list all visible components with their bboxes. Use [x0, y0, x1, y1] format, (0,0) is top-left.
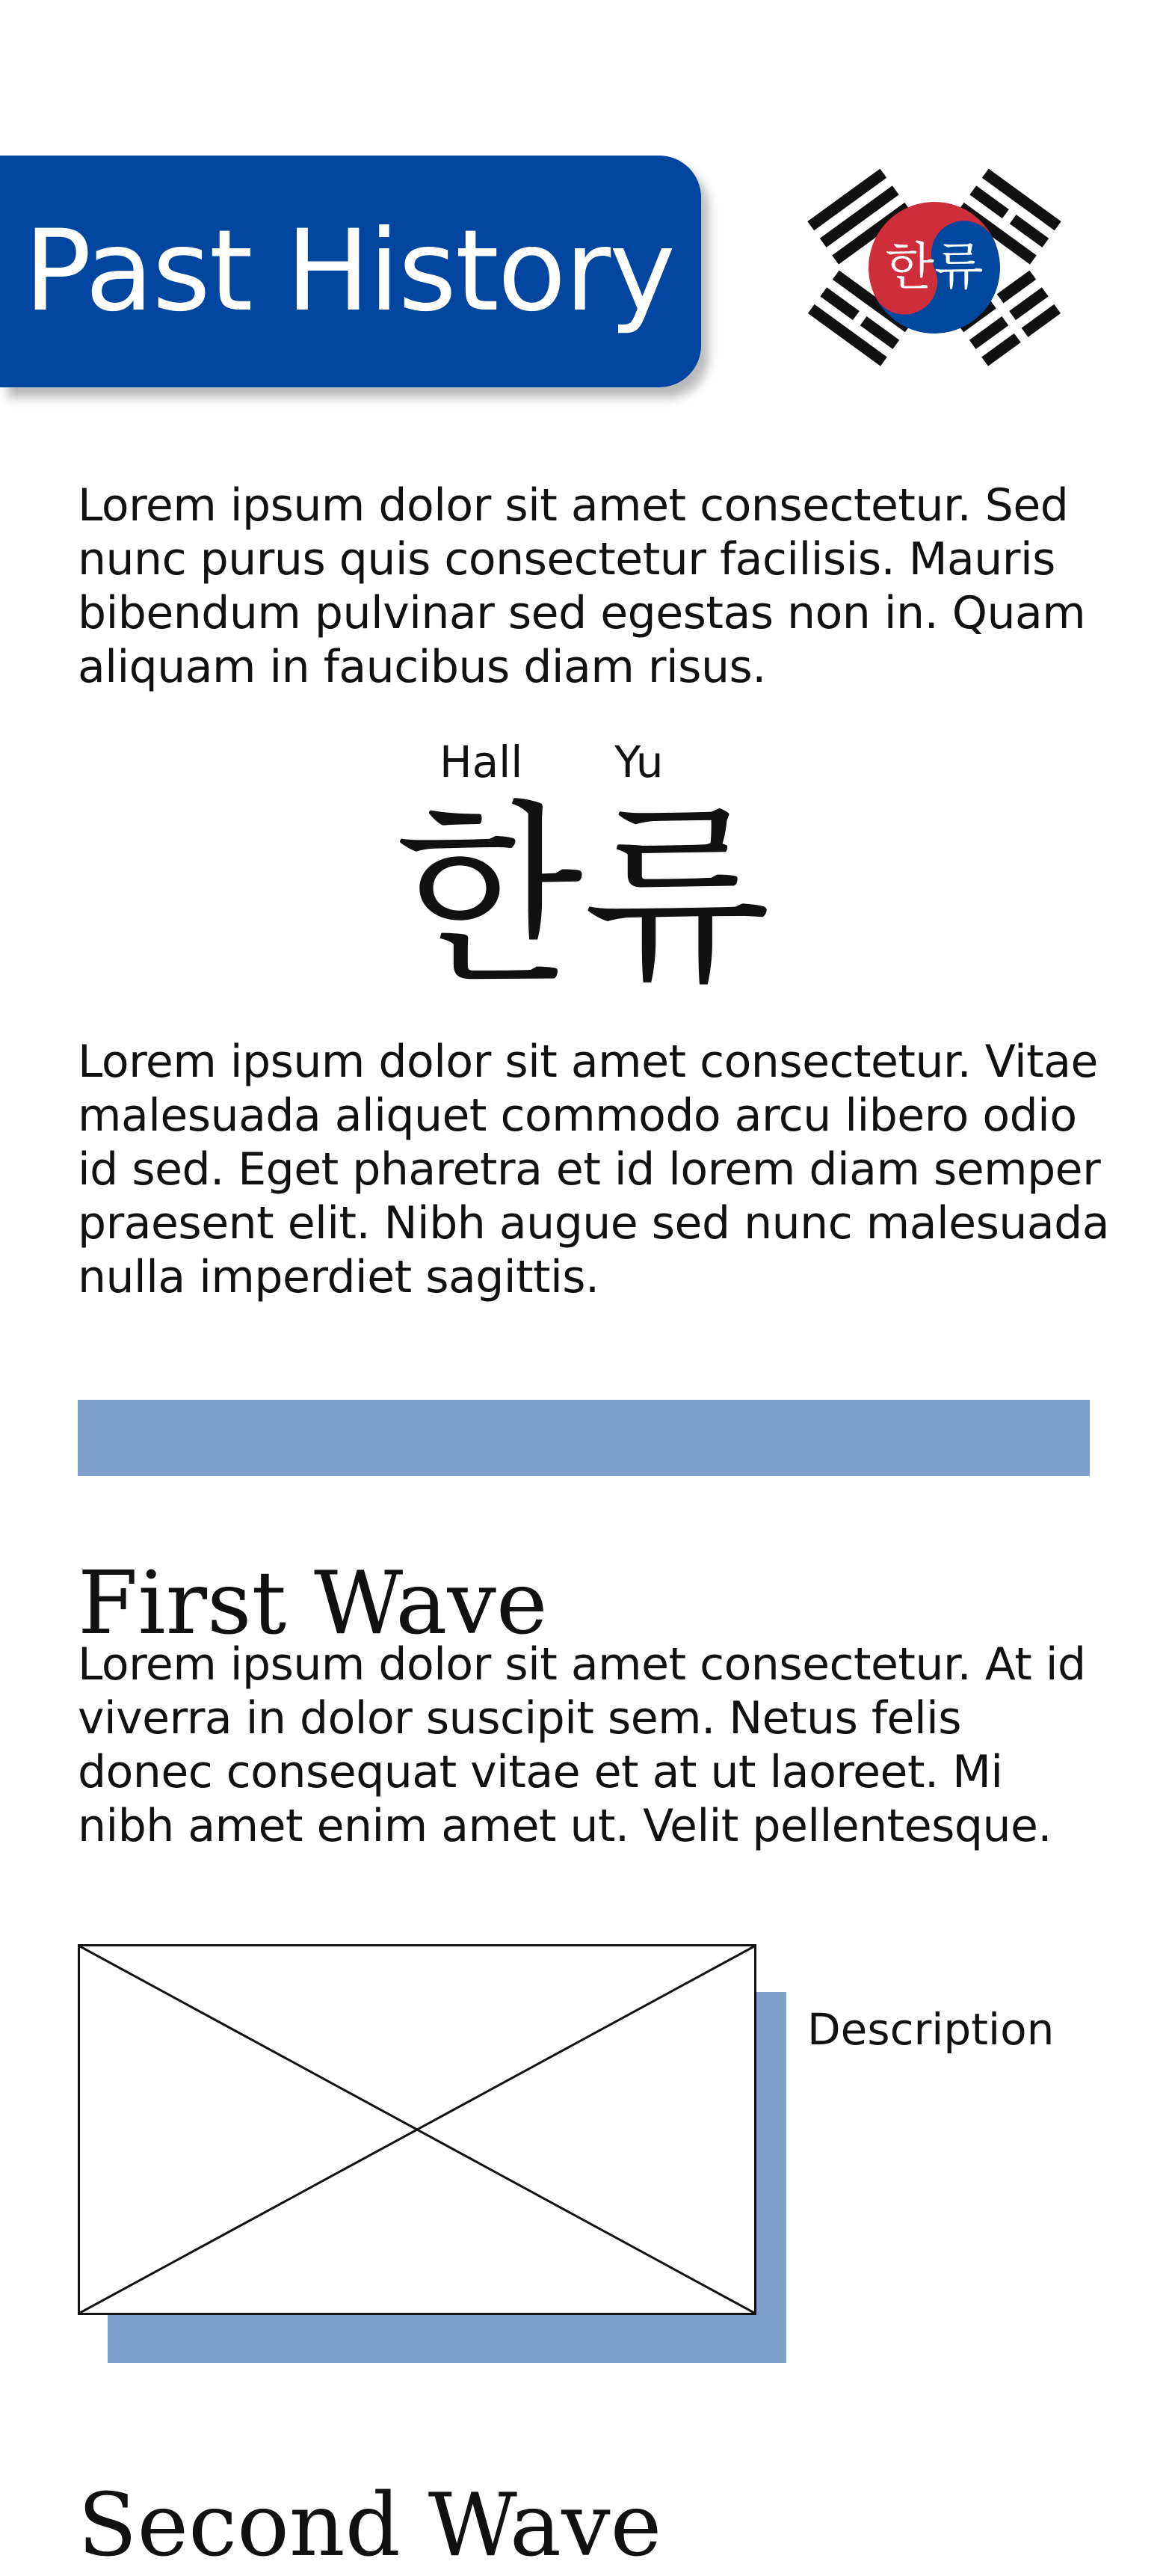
first-wave-heading: First Wave	[78, 1553, 548, 1654]
korean-flag-icon	[792, 156, 1076, 380]
flag-text: 한류	[885, 238, 984, 297]
page-title-banner	[0, 156, 701, 387]
first-wave-paragraph: Lorem ipsum dolor sit amet consectetur. At id viverra in dolor suscipit sem. Netus felis donec consequat vitae et at ut laoreet. Mi nibh amet enim amet ut. Velit pellentesque.	[78, 1638, 1086, 1852]
intro-paragraph: Lorem ipsum dolor sit amet consectetur. Sed nunc purus quis consectetur facilisis. Mauris bibendum pulvinar sed egestas non in. Quam aliquam in faucibus diam risus.	[78, 479, 1086, 693]
hallyu-hangul: 한류	[395, 784, 771, 1010]
section-divider	[78, 1400, 1090, 1476]
second-wave-heading: Second Wave	[78, 2475, 662, 2576]
image-placeholder	[78, 1944, 756, 2315]
image-caption: Description	[807, 2004, 1055, 2055]
image-placeholder-icon	[80, 1946, 754, 2313]
romanization-yu: Yu	[614, 737, 664, 787]
page-title: Past History	[24, 206, 674, 336]
hallyu-paragraph: Lorem ipsum dolor sit amet consectetur. Vitae malesuada aliquet commodo arcu libero odio id sed. Eget pharetra et id lorem diam semper praesent elit. Nibh augue sed nunc malesuada nulla imperdiet sagittis.	[78, 1036, 1109, 1303]
romanization-hall: Hall	[439, 737, 523, 787]
